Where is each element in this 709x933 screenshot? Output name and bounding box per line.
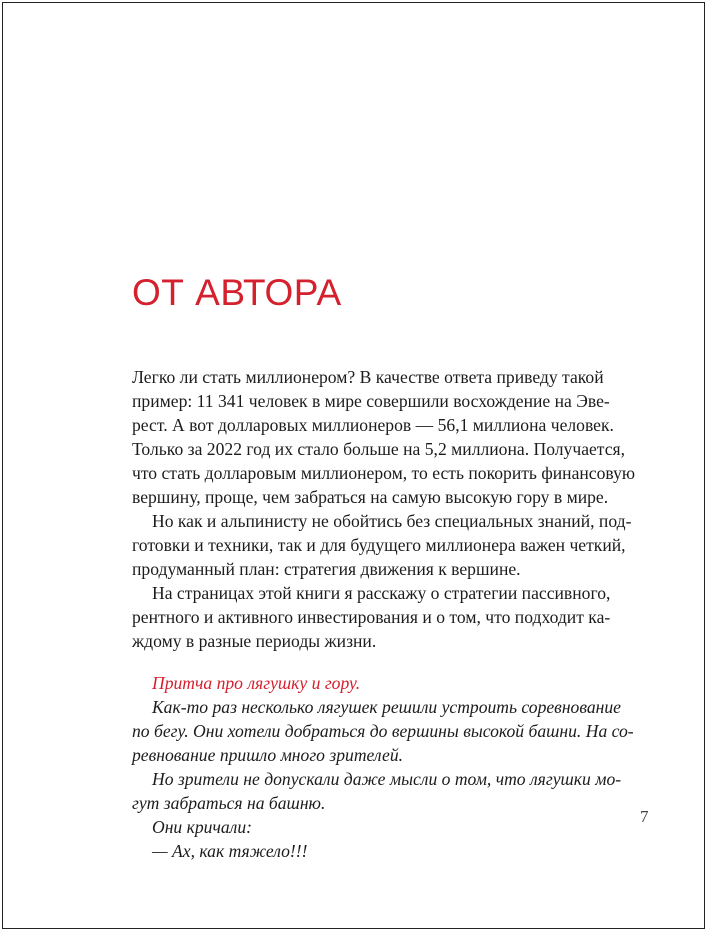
paragraph-1-line: что стать долларовым миллионером, то есть покорить финансовую bbox=[132, 463, 636, 483]
parable-line: ревнование пришло много зрителей. bbox=[132, 745, 404, 765]
page-number: 7 bbox=[640, 807, 649, 826]
paragraph-1-line: Только за 2022 год их стало больше на 5,2 миллиона. Получается, bbox=[132, 439, 626, 459]
paragraph-3-line: ждому в разные периоды жизни. bbox=[132, 631, 377, 651]
paragraph-2-line: продуманный план: стратегия движения к вершине. bbox=[132, 559, 521, 579]
parable-line: Но зрители не допускали даже мысли о том, что лягушки мо- bbox=[152, 769, 622, 789]
parable-title: Притча про лягушку и гору. bbox=[152, 673, 361, 693]
paragraph-1-line: пример: 11 341 человек в мире совершили восхождение на Эве- bbox=[132, 391, 610, 411]
parable-line: гут забраться на башню. bbox=[132, 793, 326, 813]
parable-line: по бегу. Они хотели добраться до вершины высокой башни. На со- bbox=[132, 721, 634, 741]
book-page bbox=[2, 2, 705, 929]
chapter-heading: ОТ АВТОРА bbox=[132, 272, 342, 313]
parable-line: Они кричали: bbox=[152, 817, 252, 837]
paragraph-2-line: готовки и техники, так и для будущего миллионера важен четкий, bbox=[132, 535, 626, 555]
paragraph-1-line: вершину, проще, чем забраться на самую высокую гору в мире. bbox=[132, 487, 609, 507]
paragraph-3-line: На страницах этой книги я расскажу о стратегии пассивного, bbox=[152, 583, 611, 603]
paragraph-1-line: рест. А вот долларовых миллионеров — 56,1 миллиона человек. bbox=[132, 415, 614, 435]
parable-line: Как-то раз несколько лягушек решили устроить соревнование bbox=[152, 697, 621, 717]
parable-line: — Ах, как тяжело!!! bbox=[152, 841, 308, 861]
paragraph-2-line: Но как и альпинисту не обойтись без специальных знаний, под- bbox=[152, 511, 632, 531]
paragraph-1-line: Легко ли стать миллионером? В качестве ответа приведу такой bbox=[132, 367, 604, 387]
paragraph-3-line: рентного и активного инвестирования и о том, что подходит ка- bbox=[132, 607, 611, 627]
